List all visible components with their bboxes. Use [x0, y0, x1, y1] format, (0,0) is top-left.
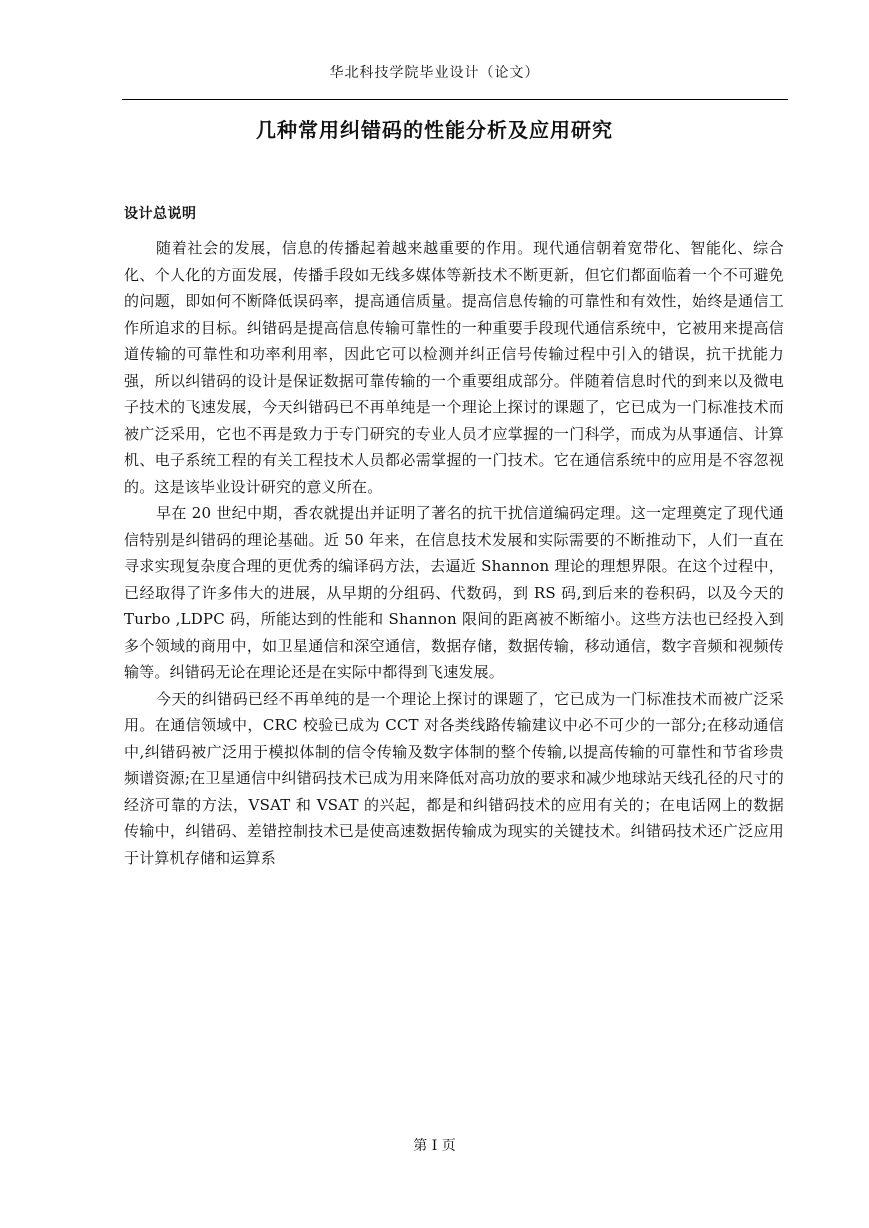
paragraph-1: 随着社会的发展，信息的传播起着越来越重要的作用。现代通信朝着宽带化、智能化、综合化、个人化的方面发展，传播手段如无线多媒体等新技术不断更新，但它们都面临着一个不可避免的问题，即如何不断降低误码率，提高通信质量。提高信息传输的可靠性和有效性，始终是通信工作所追求的目标。纠错码是提高信息传输可靠性的一种重要手段现代通信系统中，它被用来提高信道传输的可靠性和功率利用率，因此它可以检测并纠正信号传输过程中引入的错误，抗干扰能力强，所以纠错码的设计是保证数据可靠传输的一个重要组成部分。伴随着信息时代的到来以及微电子技术的飞速发展，今天纠错码已不再单纯是一个理论上探讨的课题了，它已成为一门标准技术而被广泛采用，它也不再是致力于专门研究的专业人员才应掌握的一门科学，而成为从事通信、计算机、电子系统工程的有关工程技术人员都必需掌握的一门技术。它在通信系统中的应用是不容忽视的。这是该毕业设计研究的意义所在。	[124, 239, 784, 496]
paragraph-2: 早在 20 世纪中期，香农就提出并证明了著名的抗干扰信道编码定理。这一定理奠定了现代通信特别是纠错码的理论基础。近 50 年来，在信息技术发展和实际需要的不断推动下，人们一直在寻求实现复杂度合理的更优秀的编译码方法，去逼近 Shannon 理论的理想界限。在这个过程中，已经取得了许多伟大的进展，从早期的分组码、代数码，到 RS 码,到后来的卷积码，以及今天的 Turbo ,LDPC 码，所能达到的性能和 Shannon 限间的距离被不断缩小。这些方法也已经投入到多个领域的商用中，如卫星通信和深空通信，数据存储，数据传输，移动通信，数字音频和视频传输等。纠错码无论在理论还是在实际中都得到飞速发展。	[124, 504, 784, 681]
running-header: 华北科技学院毕业设计（论文）	[329, 65, 540, 81]
header-divider	[122, 99, 788, 100]
body-text	[124, 235, 784, 871]
document-title: 几种常用纠错码的性能分析及应用研究	[256, 118, 613, 142]
paragraph-3: 今天的纠错码已经不再单纯的是一个理论上探讨的课题了，它已成为一门标准技术而被广泛采用。在通信领域中，CRC 校验已成为 CCT 对各类线路传输建议中必不可少的一部分;在移动通信中,纠错码被广泛用于模拟体制的信令传输及数字体制的整个传输,以提高传输的可靠性和节省珍贵频谱资源;在卫星通信中纠错码技术已成为用来降低对高功放的要求和减少地球站天线孔径的尺寸的经济可靠的方法，VSAT 和 VSAT 的兴起，都是和纠错码技术的应用有关的；在电话网上的数据传输中，纠错码、差错控制技术已是使高速数据传输成为现实的关键技术。纠错码技术还广泛应用于计算机存储和运算系	[124, 689, 784, 867]
section-heading: 设计总说明	[124, 206, 197, 222]
page-number: 第 I 页	[413, 1138, 456, 1154]
